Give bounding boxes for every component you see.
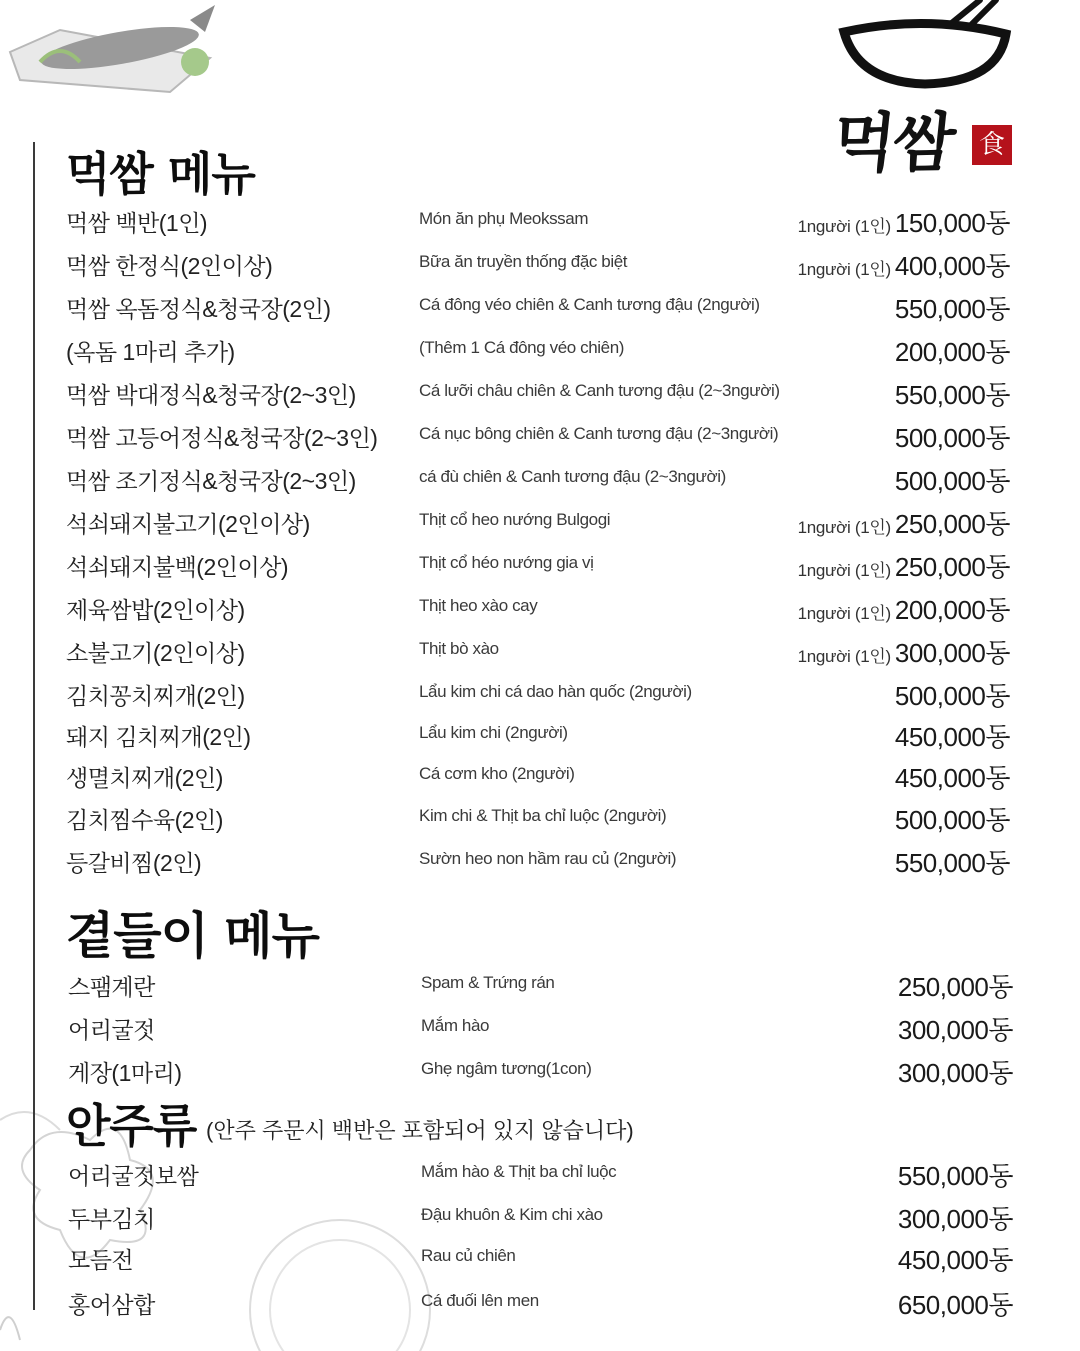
price-value: 550,000동 xyxy=(894,848,1010,878)
item-price xyxy=(894,1199,1013,1236)
price-value: 450,000동 xyxy=(897,1245,1013,1275)
menu-item xyxy=(0,328,1080,368)
price-value: 250,000동 xyxy=(894,509,1010,539)
item-price xyxy=(894,1156,1013,1193)
item-korean-name: 어리굴젓 xyxy=(68,1017,155,1043)
menu-item xyxy=(0,1195,1080,1235)
menu-item xyxy=(0,754,1080,794)
item-vietnamese-name: Đậu khuôn & Kim chi xào xyxy=(421,1205,603,1224)
item-price xyxy=(891,461,1010,498)
menu-item xyxy=(0,1236,1080,1276)
item-vietnamese-name: (Thêm 1 Cá đông véo chiên) xyxy=(419,338,625,357)
item-korean-name: 생멸치찌개(2인) xyxy=(66,765,223,791)
per-person-label: 1người (1인) xyxy=(797,217,891,236)
item-vietnamese-name: Thịt cổ heo nướng Bulgogi xyxy=(419,510,611,529)
menu-item xyxy=(0,963,1080,1003)
item-korean-name: 제육쌈밥(2인이상) xyxy=(66,597,245,623)
item-price xyxy=(798,547,1010,584)
price-value: 450,000동 xyxy=(894,763,1010,793)
item-price xyxy=(891,332,1010,369)
item-price xyxy=(891,843,1010,880)
item-vietnamese-name: Thịt cổ héo nướng gia vị xyxy=(419,553,594,572)
price-value: 150,000동 xyxy=(894,208,1010,238)
item-vietnamese-name: Kim chi & Thịt ba chỉ luộc (2người) xyxy=(419,806,667,825)
item-price xyxy=(798,590,1010,627)
item-korean-name: 돼지 김치찌개(2인) xyxy=(66,724,251,750)
item-korean-name: 김치꽁치찌개(2인) xyxy=(66,683,245,709)
item-korean-name: 등갈비찜(2인) xyxy=(66,850,202,876)
menu-item xyxy=(0,457,1080,497)
item-vietnamese-name: Spam & Trứng rán xyxy=(421,973,555,992)
item-price xyxy=(891,375,1010,412)
menu-item xyxy=(0,1152,1080,1192)
item-vietnamese-name: Lẩu kim chi (2người) xyxy=(419,723,568,742)
menu-item xyxy=(0,242,1080,282)
item-vietnamese-name: Rau củ chiên xyxy=(421,1246,516,1265)
menu-item xyxy=(0,543,1080,583)
menu-item xyxy=(0,1006,1080,1046)
price-value: 500,000동 xyxy=(894,681,1010,711)
item-korean-name: 두부김치 xyxy=(68,1206,155,1232)
grilled-fish-illustration xyxy=(0,0,230,110)
item-vietnamese-name: Cá nục bông chiên & Canh tương đậu (2~3người) xyxy=(419,424,779,443)
per-person-label: 1người (1인) xyxy=(797,518,891,537)
item-vietnamese-name: Thịt heo xào cay xyxy=(419,596,538,615)
bowl-chopsticks-icon xyxy=(830,0,1020,95)
price-value: 250,000동 xyxy=(897,972,1013,1002)
menu-item xyxy=(0,796,1080,836)
item-vietnamese-name: Bữa ăn truyền thống đặc biệt xyxy=(419,252,628,271)
menu-item xyxy=(0,713,1080,753)
menu-item xyxy=(0,839,1080,879)
item-price xyxy=(891,717,1010,754)
price-value: 200,000동 xyxy=(894,337,1010,367)
item-korean-name: 먹쌈 옥돔정식&청국장(2인) xyxy=(66,296,331,322)
menu-item xyxy=(0,414,1080,454)
item-korean-name: 어리굴젓보쌈 xyxy=(68,1163,199,1189)
item-korean-name: 먹쌈 박대정식&청국장(2~3인) xyxy=(66,382,356,408)
item-korean-name: 게장(1마리) xyxy=(68,1060,182,1086)
item-vietnamese-name: Mắm hào & Thịt ba chỉ luộc xyxy=(421,1162,617,1181)
item-price xyxy=(798,504,1010,541)
per-person-label: 1người (1인) xyxy=(797,647,891,666)
item-vietnamese-name: Món ăn phụ Meokssam xyxy=(419,209,589,228)
item-korean-name: 석쇠돼지불고기(2인이상) xyxy=(66,511,310,537)
price-value: 300,000동 xyxy=(894,638,1010,668)
menu-item xyxy=(0,1281,1080,1321)
price-value: 500,000동 xyxy=(894,466,1010,496)
item-korean-name: 석쇠돼지불백(2인이상) xyxy=(66,554,289,580)
logo-wordmark: 먹쌈 xyxy=(829,106,958,181)
menu-item xyxy=(0,586,1080,626)
price-value: 300,000동 xyxy=(897,1015,1013,1045)
item-price xyxy=(798,246,1010,283)
item-vietnamese-name: Sườn heo non hầm rau củ (2người) xyxy=(419,849,677,868)
item-price xyxy=(894,1285,1013,1322)
price-value: 500,000동 xyxy=(894,423,1010,453)
item-korean-name: 먹쌈 고등어정식&청국장(2~3인) xyxy=(66,425,378,451)
price-value: 300,000동 xyxy=(897,1204,1013,1234)
menu-item xyxy=(0,500,1080,540)
price-value: 450,000동 xyxy=(894,722,1010,752)
price-value: 650,000동 xyxy=(897,1290,1013,1320)
item-price xyxy=(891,289,1010,326)
item-korean-name: 소불고기(2인이상) xyxy=(66,640,245,666)
item-price xyxy=(798,633,1010,670)
menu-item xyxy=(0,672,1080,712)
price-value: 200,000동 xyxy=(894,595,1010,625)
menu-item xyxy=(0,629,1080,669)
item-price xyxy=(894,1053,1013,1090)
section-title-side: 곁들이 메뉴 xyxy=(66,906,319,965)
per-person-label: 1người (1인) xyxy=(797,604,891,623)
price-value: 250,000동 xyxy=(894,552,1010,582)
item-vietnamese-name: Mắm hào xyxy=(421,1016,490,1035)
item-vietnamese-name: Ghẹ ngâm tương(1con) xyxy=(421,1059,592,1078)
price-value: 500,000동 xyxy=(894,805,1010,835)
price-value: 300,000동 xyxy=(897,1058,1013,1088)
item-vietnamese-name: Cá đuối lên men xyxy=(421,1291,539,1310)
snacks-note: (안주 주문시 백반은 포함되어 있지 않습니다) xyxy=(206,1118,634,1143)
price-value: 550,000동 xyxy=(894,380,1010,410)
price-value: 550,000동 xyxy=(897,1161,1013,1191)
menu-item xyxy=(0,199,1080,239)
item-price xyxy=(891,800,1010,837)
item-korean-name: 김치찜수육(2인) xyxy=(66,807,223,833)
section-title-main: 먹쌈 메뉴 xyxy=(66,147,255,201)
item-vietnamese-name: Cá cơm kho (2người) xyxy=(419,764,575,783)
item-korean-name: 먹쌈 백반(1인) xyxy=(66,210,208,236)
per-person-label: 1người (1인) xyxy=(797,561,891,580)
item-price xyxy=(891,758,1010,795)
price-value: 400,000동 xyxy=(894,251,1010,281)
item-vietnamese-name: cá đù chiên & Canh tương đậu (2~3người) xyxy=(419,467,726,486)
section-title-snacks: 안주류 xyxy=(66,1099,197,1153)
menu-item xyxy=(0,371,1080,411)
menu-item xyxy=(0,285,1080,325)
item-korean-name: 홍어삼합 xyxy=(68,1292,155,1318)
menu-item xyxy=(0,1049,1080,1089)
item-price xyxy=(894,1240,1013,1277)
item-vietnamese-name: Lẩu kim chi cá dao hàn quốc (2người) xyxy=(419,682,692,701)
restaurant-logo xyxy=(820,0,1030,200)
item-price xyxy=(894,1010,1013,1047)
item-price xyxy=(891,418,1010,455)
price-value: 550,000동 xyxy=(894,294,1010,324)
item-price xyxy=(798,203,1010,240)
item-korean-name: 모듬전 xyxy=(68,1247,134,1273)
item-vietnamese-name: Cá đông véo chiên & Canh tương đậu (2người) xyxy=(419,295,760,314)
logo-seal: 食 xyxy=(972,125,1012,165)
item-price xyxy=(891,676,1010,713)
item-vietnamese-name: Thịt bò xào xyxy=(419,639,499,658)
item-price xyxy=(894,967,1013,1004)
per-person-label: 1người (1인) xyxy=(797,260,891,279)
item-korean-name: (옥돔 1마리 추가) xyxy=(66,339,235,365)
item-korean-name: 스팸계란 xyxy=(68,974,155,1000)
item-korean-name: 먹쌈 조기정식&청국장(2~3인) xyxy=(66,468,356,494)
item-vietnamese-name: Cá lưỡi châu chiên & Canh tương đậu (2~3người) xyxy=(419,381,780,400)
item-korean-name: 먹쌈 한정식(2인이상) xyxy=(66,253,273,279)
